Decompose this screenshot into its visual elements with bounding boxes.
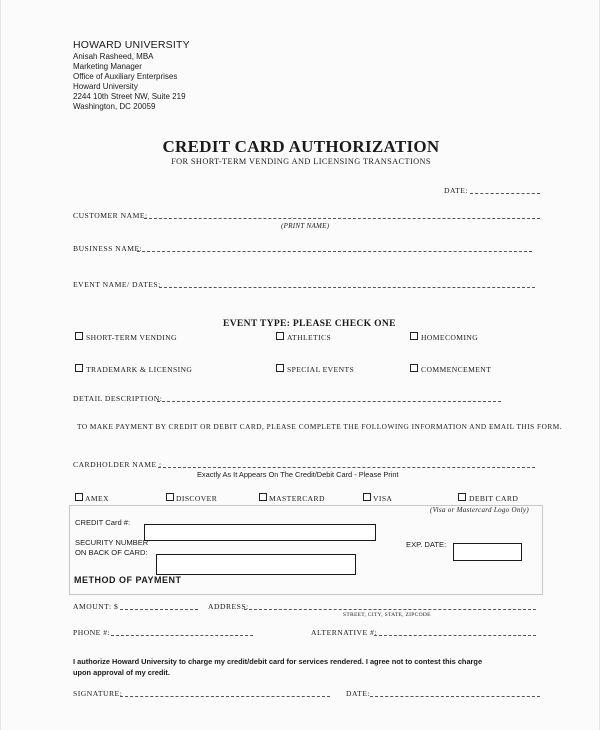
trademark-licensing-checkbox[interactable] — [75, 364, 83, 372]
date-label: DATE: — [444, 186, 469, 195]
cardholder-name-field[interactable] — [158, 467, 535, 468]
customer-name-field[interactable] — [144, 218, 540, 219]
amount-label: AMOUNT: $ — [73, 602, 119, 611]
phone-label: PHONE #: — [73, 628, 111, 637]
event-type-heading: EVENT TYPE: PLEASE CHECK ONE — [223, 318, 396, 329]
amex-checkbox[interactable] — [75, 493, 83, 501]
credit-card-number-label: CREDIT Card #: — [75, 518, 131, 527]
business-name-label: BUSINESS NAME: — [73, 244, 143, 253]
header-line: 2244 10th Street NW, Suite 219 — [73, 92, 186, 101]
header-line: Washington, DC 20059 — [73, 102, 156, 111]
customer-name-label: CUSTOMER NAME: — [73, 211, 148, 220]
commencement-label: COMMENCEMENT — [421, 365, 492, 374]
date-field[interactable] — [470, 193, 540, 194]
athletics-label: ATHLETICS — [287, 333, 332, 342]
amount-field[interactable] — [120, 609, 198, 610]
card-logo-note: (Visa or Mastercard Logo Only) — [430, 506, 529, 514]
mastercard-label: MASTERCARD — [269, 494, 325, 503]
exp-date-label: EXP. DATE: — [406, 540, 447, 549]
business-name-field[interactable] — [137, 251, 532, 252]
discover-checkbox[interactable] — [166, 493, 174, 501]
header-line: Office of Auxiliary Enterprises — [73, 72, 178, 81]
debit-card-checkbox[interactable] — [458, 493, 466, 501]
address-field[interactable] — [244, 609, 536, 610]
authorization-text-line1: I authorize Howard University to charge my credit/debit card for services rendered. I agree not to contest this charge — [73, 657, 483, 666]
print-name-hint: (PRINT NAME) — [281, 222, 330, 230]
short-term-vending-checkbox[interactable] — [75, 332, 83, 340]
visa-label: VISA — [373, 494, 393, 503]
security-number-input[interactable] — [156, 554, 356, 575]
header-line: Marketing Manager — [73, 62, 142, 71]
credit-card-number-input[interactable] — [144, 524, 376, 541]
short-term-vending-label: SHORT-TERM VENDING — [86, 333, 177, 342]
security-number-label-1: SECURITY NUMBER — [75, 538, 149, 547]
cardholder-name-label: CARDHOLDER NAME : — [73, 460, 162, 469]
detail-description-label: DETAIL DESCRIPTION: — [73, 394, 163, 403]
authorization-text-line2: upon approval of my credit. — [73, 668, 170, 677]
organization-name: HOWARD UNIVERSITY — [73, 39, 190, 51]
alternative-phone-label: ALTERNATIVE #: — [311, 628, 377, 637]
mastercard-checkbox[interactable] — [259, 493, 267, 501]
signature-field[interactable] — [120, 696, 330, 697]
debit-card-label: DEBIT CARD — [469, 494, 519, 503]
form-title: CREDIT CARD AUTHORIZATION — [162, 137, 440, 156]
form-subtitle: FOR SHORT-TERM VENDING AND LICENSING TRANSACTIONS — [171, 157, 431, 166]
commencement-checkbox[interactable] — [410, 364, 418, 372]
special-events-label: SPECIAL EVENTS — [287, 365, 355, 374]
header-line: Anisah Rasheed, MBA — [73, 52, 154, 61]
signature-label: SIGNATURE: — [73, 689, 123, 698]
signature-date-field[interactable] — [370, 696, 540, 697]
payment-instruction: TO MAKE PAYMENT BY CREDIT OR DEBIT CARD, PLEASE COMPLETE THE FOLLOWING INFORMATION AND EMAIL THIS FORM. — [77, 422, 563, 431]
special-events-checkbox[interactable] — [276, 364, 284, 372]
discover-label: DISCOVER — [176, 494, 218, 503]
detail-description-field[interactable] — [157, 401, 501, 402]
phone-field[interactable] — [111, 635, 253, 636]
exp-date-input[interactable] — [453, 543, 522, 561]
header-line: Howard University — [73, 82, 138, 91]
homecoming-checkbox[interactable] — [410, 332, 418, 340]
event-name-label: EVENT NAME/ DATES: — [73, 280, 161, 289]
athletics-checkbox[interactable] — [276, 332, 284, 340]
trademark-licensing-label: TRADEMARK & LICENSING — [86, 365, 193, 374]
signature-date-label: DATE: — [346, 689, 371, 698]
address-label: ADDRESS: — [208, 602, 249, 611]
amex-label: AMEX — [85, 494, 109, 503]
security-number-label-2: ON BACK OF CARD: — [75, 548, 148, 557]
homecoming-label: HOMECOMING — [421, 333, 479, 342]
visa-checkbox[interactable] — [363, 493, 371, 501]
alternative-phone-field[interactable] — [374, 635, 536, 636]
address-hint: STREET, CITY, STATE, ZIPCODE — [343, 612, 431, 618]
cardholder-hint: Exactly As It Appears On The Credit/Debit Card - Please Print — [197, 470, 399, 479]
method-of-payment-heading: METHOD OF PAYMENT — [74, 575, 182, 585]
event-name-field[interactable] — [159, 287, 535, 288]
